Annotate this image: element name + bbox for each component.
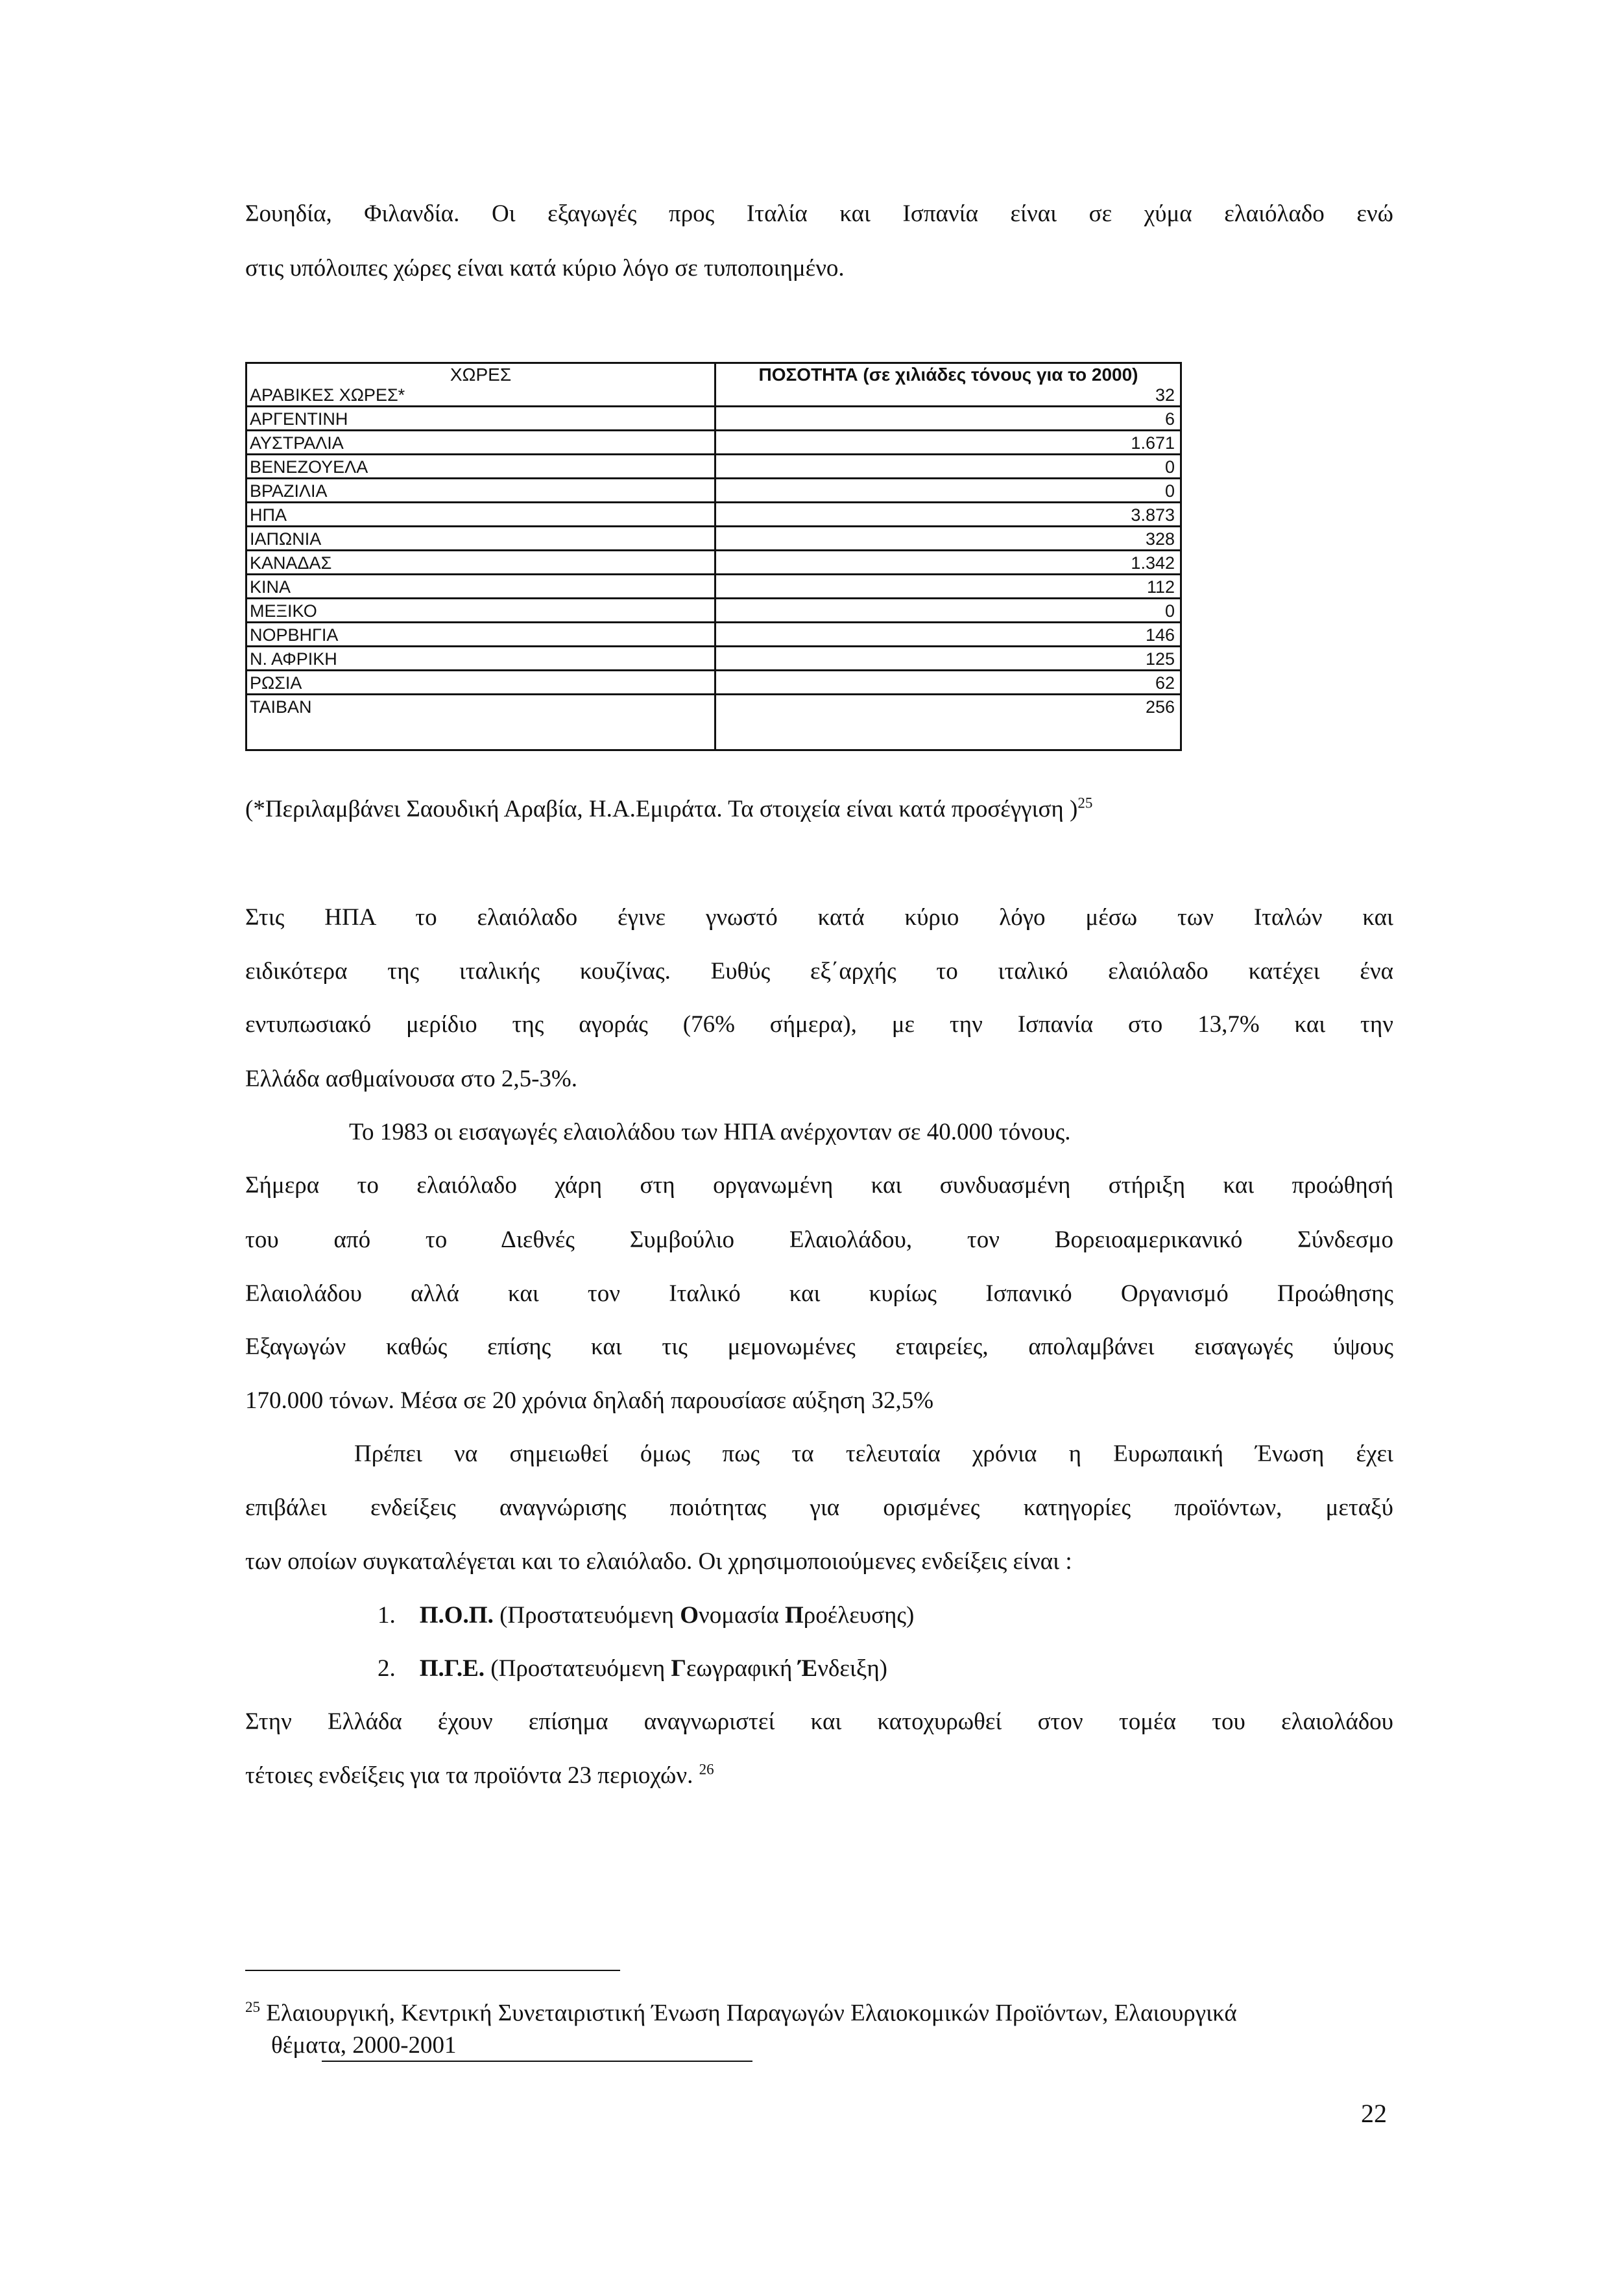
table-cell-country: ΚΑΝΑΔΑΣ: [250, 553, 332, 573]
table-row: [247, 623, 1180, 647]
table-cell-value: 0: [1164, 601, 1175, 621]
page-number: 22: [1361, 2099, 1387, 2128]
table-row: [247, 599, 1180, 623]
footnote-ref: 25: [1077, 795, 1093, 811]
table-cell-value: 1.342: [1131, 553, 1175, 573]
intro-line-1: Σουηδία, Φιλανδία. Οι εξαγωγές προς Ιταλία και Ισπανία είναι σε χύμα ελαιόλαδο ενώ: [245, 200, 1393, 227]
para2-line-4: Ελαιολάδου αλλά και τον Ιταλικό και κυρίως Ισπανικό Οργανισμό Προώθησης: [245, 1280, 1393, 1307]
table-row: [247, 671, 1180, 695]
para4-line-2: τέτοιες ενδείξεις για τα προϊόντα 23 περιοχών. $^{26}$: [245, 1761, 714, 1789]
table-row: [247, 695, 1180, 719]
table-cell-value: 146: [1145, 625, 1175, 645]
table-cell-country: ΒΡΑΖΙΛΙΑ: [250, 481, 328, 501]
table-cell-value: 328: [1145, 529, 1175, 549]
table-cell-country: Ν. ΑΦΡΙΚΗ: [250, 649, 337, 669]
footnote-number: 25: [245, 1999, 260, 2015]
para2-line-1: Το 1983 οι εισαγωγές ελαιολάδου των ΗΠΑ ανέρχονταν σε 40.000 τόνους.: [349, 1119, 1071, 1145]
table-row: [247, 407, 1180, 431]
footnote: [245, 1991, 1400, 2062]
list-item: 1. Π.Ο.Π. (Προστατευόμενη Ονομασία Προέλευσης): [378, 1602, 915, 1629]
para2-line-6: 170.000 τόνων. Μέσα σε 20 χρόνια δηλαδή παρουσίασε αύξηση 32,5%: [245, 1387, 934, 1414]
table-cell-country: ΑΥΣΤΡΑΛΙΑ: [250, 433, 344, 453]
table-row: [247, 455, 1180, 479]
para1-line-2: ειδικότερα της ιταλικής κουζίνας. Ευθύς εξ΄αρχής το ιταλικό ελαιόλαδο κατέχει ένα: [245, 958, 1393, 985]
para2-line-3: του από το Διεθνές Συμβούλιο Ελαιολάδου, τον Βορειοαμερικανικό Σύνδεσμο: [245, 1226, 1393, 1253]
footnote-ref: 26: [699, 1761, 714, 1778]
table-cell-value: 1.671: [1131, 433, 1175, 453]
table-cell-value: 112: [1146, 577, 1175, 597]
table-cell-country: ΙΑΠΩΝΙΑ: [250, 529, 322, 549]
table-cell-value: 32: [1155, 385, 1175, 405]
list-item: 2. Π.Γ.Ε. (Προστατευόμενη Γεωγραφική Ένδειξη): [378, 1655, 888, 1682]
table-row: [247, 503, 1180, 527]
table-cell-value: 256: [1145, 697, 1175, 717]
table-cell-value: 62: [1155, 673, 1175, 693]
table-cell-country: ΑΡΑΒΙΚΕΣ ΧΩΡΕΣ*: [250, 385, 405, 405]
table-cell-value: 0: [1164, 481, 1175, 501]
table-cell-country: ΗΠΑ: [250, 505, 287, 525]
para3-line-3: των οποίων συγκαταλέγεται και το ελαιόλαδο. Οι χρησιμοποιούμενες ενδείξεις είναι :: [245, 1548, 1072, 1575]
table-cell-value: 0: [1164, 457, 1175, 477]
table-row: [247, 647, 1180, 671]
table-cell-country: ΝΟΡΒΗΓΙΑ: [250, 625, 339, 645]
para4-line-1: Στην Ελλάδα έχουν επίσημα αναγνωριστεί και κατοχυρωθεί στον τομέα του ελαιολάδου: [245, 1708, 1393, 1735]
table-row: [247, 431, 1180, 455]
table-row: [247, 527, 1180, 551]
table-row: [247, 575, 1180, 599]
footnote-separator: [245, 1970, 620, 1971]
intro-line-2: στις υπόλοιπες χώρες είναι κατά κύριο λόγο σε τυποποιημένο.: [245, 255, 845, 281]
footnote-line-1: Ελαιουργική, Κεντρική Συνεταιριστική Ένωση Παραγωγών Ελαιοκομικών Προϊόντων, Ελαιουργικά: [266, 2000, 1237, 2027]
table-note: (*Περιλαμβάνει Σαουδική Αραβία, Η.Α.Εμιράτα. Τα στοιχεία είναι κατά προσέγγιση )$^{25}$: [245, 795, 1093, 822]
table-cell-country: ΑΡΓΕΝΤΙΝΗ: [250, 409, 348, 429]
para1-line-3: εντυπωσιακό μερίδιο της αγοράς (76% σήμερα), με την Ισπανία στο 13,7% και την: [245, 1011, 1393, 1038]
footnote-line-2: θέματα, 2000-2001: [271, 2032, 457, 2059]
para1-line-4: Ελλάδα ασθμαίνουσα στο 2,5-3%.: [245, 1066, 578, 1092]
table-row: [247, 551, 1180, 575]
table-row: [247, 383, 1180, 407]
table-header-countries: ΧΩΡΕΣ: [450, 365, 512, 385]
table-cell-country: ΤΑΙΒΑΝ: [250, 697, 312, 717]
table-header-quantity: ΠΟΣΟΤΗΤΑ (σε χιλιάδες τόνους για το 2000): [758, 365, 1138, 385]
table-cell-country: ΚΙΝΑ: [250, 577, 291, 597]
table-cell-country: ΡΩΣΙΑ: [250, 673, 302, 693]
table-cell-value: 3.873: [1131, 505, 1175, 525]
table-cell-country: ΒΕΝΕΖΟΥΕΛΑ: [250, 457, 368, 477]
para3-line-1: Πρέπει να σημειωθεί όμως πως τα τελευταία χρόνια η Ευρωπαική Ένωση έχει: [354, 1441, 1393, 1467]
table-cell-value: 125: [1145, 649, 1175, 669]
table-cell-country: ΜΕΞΙΚΟ: [250, 601, 317, 621]
para3-line-2: επιβάλει ενδείξεις αναγνώρισης ποιότητας για ορισμένες κατηγορίες προϊόντων, μεταξύ: [245, 1494, 1393, 1521]
table-row: [247, 479, 1180, 503]
exports-table: [245, 362, 1182, 751]
para2-line-5: Εξαγωγών καθώς επίσης και τις μεμονωμένες εταιρείες, απολαμβάνει εισαγωγές ύψους: [245, 1333, 1393, 1360]
para1-line-1: Στις ΗΠΑ το ελαιόλαδο έγινε γνωστό κατά κύριο λόγο μέσω των Ιταλών και: [245, 904, 1393, 931]
table-cell-value: 6: [1164, 409, 1175, 429]
para2-line-2: Σήμερα το ελαιόλαδο χάρη στη οργανωμένη και συνδυασμένη στήριξη και προώθησή: [245, 1172, 1393, 1199]
footnote-rule: [322, 2061, 752, 2062]
